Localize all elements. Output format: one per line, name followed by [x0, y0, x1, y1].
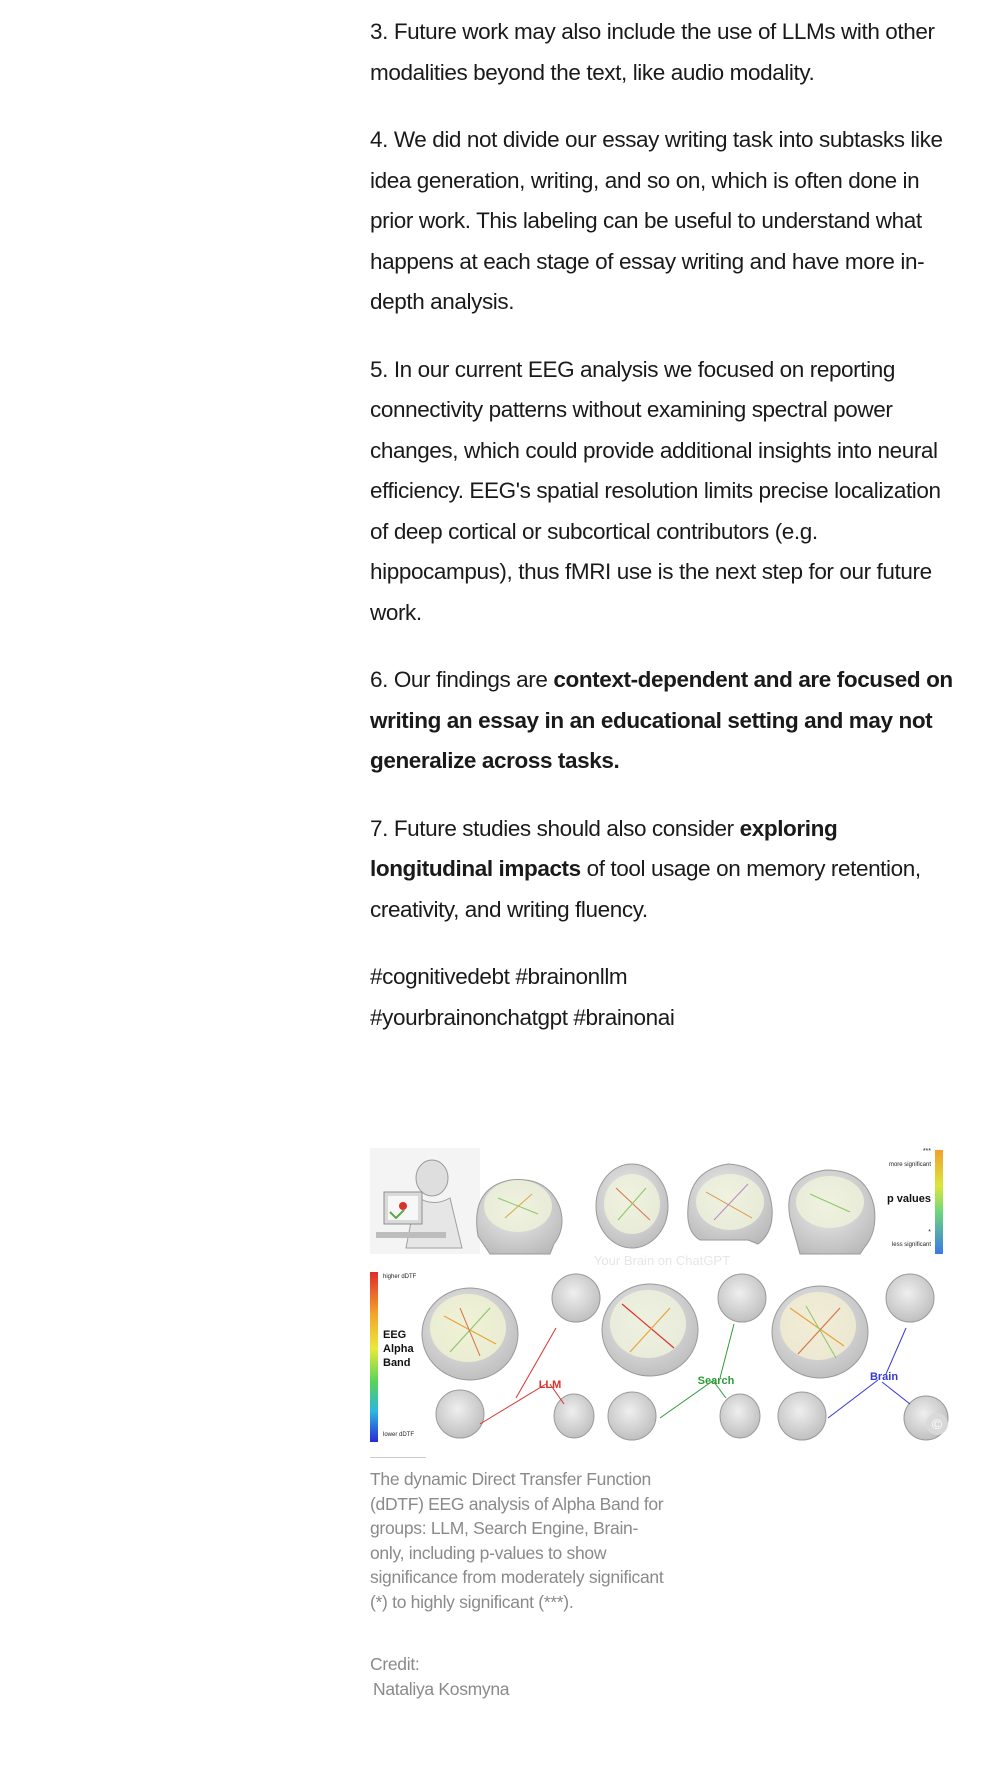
paragraph-6	[370, 660, 960, 782]
top-head-1	[477, 1180, 562, 1254]
participant-illustration	[370, 1148, 480, 1254]
eeg-figure	[370, 1148, 955, 1442]
group-label-llm: LLM	[538, 1379, 562, 1391]
paragraph-6-emphasis: context-dependent and are focused on writing an essay in an educational setting and may not generalize across tasks.	[370, 667, 953, 773]
p-stars-bottom: *	[928, 1229, 931, 1236]
paragraph-5: 5. In our current EEG analysis we focused on reporting connectivity patterns without examining spectral power changes, which could provide additional insights into neural efficiency. EEG's spatial resolution limits precise localization of deep cortical or subcortical contributors (e.g. hippocampus), thus fMRI use is the next step for our future work.	[370, 356, 941, 625]
p-less-significant: less significant	[891, 1242, 931, 1248]
hashtags	[370, 957, 960, 1038]
p-stars-top: ***	[922, 1148, 931, 1155]
band-label-alpha: Alpha	[383, 1343, 414, 1355]
credit-name: Nataliya Kosmyna	[373, 1678, 510, 1699]
band-label-eeg: EEG	[383, 1329, 407, 1341]
hashtags-line-1[interactable]: #cognitivedebt #brainonllm	[370, 964, 628, 989]
article-body	[370, 12, 960, 1065]
paragraph-4: 4. We did not divide our essay writing task into subtasks like idea generation, writing, and so on, which is often done in prior work. This labeling can be useful to understand what happens at each stage of essay writing and have more in-depth analysis.	[370, 127, 943, 314]
ddtf-higher-label: higher dDTF	[383, 1274, 417, 1280]
hashtags-line-2[interactable]: #yourbrainonchatgpt #brainonai	[370, 1004, 675, 1030]
ddtf-lower-label: lower dDTF	[383, 1432, 415, 1438]
paragraph-3: 3. Future work may also include the use of LLMs with other modalities beyond the text, like audio modality.	[370, 19, 935, 85]
figure-caption: The dynamic Direct Transfer Function (dDTF) EEG analysis of Alpha Band for groups: LLM, Search Engine, Brain-only, including p-values to show significance from moderately significant (*) to highly significant (***).	[370, 1469, 664, 1612]
credit-label: Credit:	[370, 1654, 420, 1674]
band-label-band: Band	[383, 1357, 411, 1369]
paragraph-7-lead: 7. Future studies should also consider	[370, 815, 740, 841]
paragraph-7-tail: of tool usage on memory retention, creativity, and writing fluency.	[370, 856, 921, 922]
group-label-brain: Brain	[869, 1371, 899, 1383]
paragraph-7-emphasis: exploring longitudinal impacts	[370, 815, 838, 881]
paragraph-6-lead: 6. Our findings are	[370, 667, 554, 692]
group-label-search: Search	[697, 1375, 735, 1387]
p-values-label: p values	[886, 1193, 931, 1205]
figure-credit	[370, 1652, 670, 1701]
paragraph-7	[370, 809, 960, 931]
top-head-2	[596, 1164, 668, 1248]
copyright-glyph: ©	[931, 1416, 943, 1432]
top-head-4	[789, 1170, 875, 1254]
caption-divider	[370, 1457, 426, 1458]
top-head-3	[688, 1164, 772, 1244]
p-more-significant: more significant	[888, 1162, 931, 1168]
figure-watermark: Your Brain on ChatGPT	[593, 1253, 731, 1268]
